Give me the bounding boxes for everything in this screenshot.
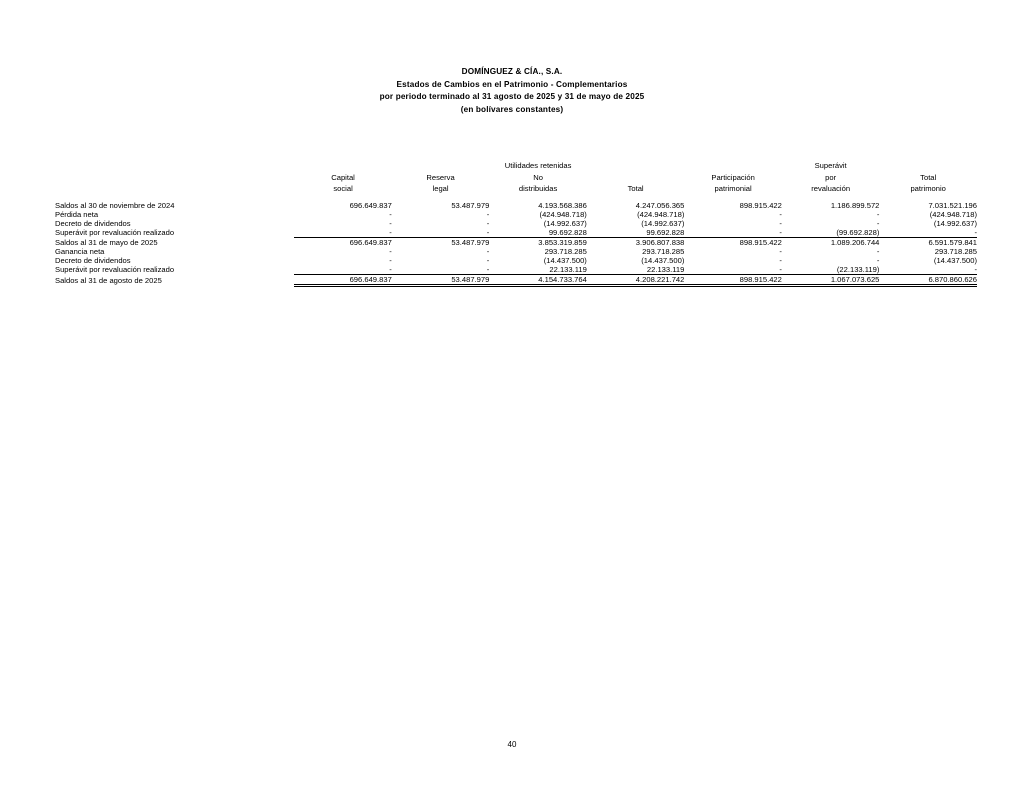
table-row (55, 201, 977, 210)
table-header-row (55, 160, 977, 195)
cell-capital-social: - (389, 246, 392, 256)
cell-no-distribuidas: (14.992.637) (543, 218, 587, 228)
cell-total-patrimonio: 6.591.579.841 (879, 237, 977, 247)
cell-participacion-patrimonial: - (779, 218, 782, 228)
cell-total-utilidades: 4.247.056.365 (635, 200, 685, 210)
cell-superavit-revaluacion: - (876, 255, 880, 265)
cell-total-patrimonio: - (974, 227, 977, 237)
column-header-participacion-patrimonial: Participación patrimonial (711, 172, 755, 193)
table-row (55, 265, 977, 275)
table-row (55, 247, 977, 256)
cell-superavit-revaluacion: - (876, 209, 880, 219)
cell-total-patrimonio: (424.948.718) (929, 209, 977, 219)
cell-total-utilidades: (424.948.718) (637, 209, 685, 219)
cell-capital-social: 696.649.837 (349, 200, 392, 210)
cell-participacion-patrimonial: - (779, 264, 782, 274)
row-label: Decreto de dividendos (55, 218, 131, 228)
page-number: 40 (507, 740, 517, 749)
cell-reserva-legal: - (486, 227, 490, 237)
cell-reserva-legal: - (486, 264, 490, 274)
cell-superavit-revaluacion: 1.067.073.625 (782, 274, 880, 285)
cell-superavit-revaluacion: - (876, 246, 880, 256)
cell-capital-social: 696.649.837 (294, 237, 392, 247)
row-label: Saldos al 30 de noviembre de 2024 (55, 200, 175, 210)
cell-reserva-legal: - (486, 255, 490, 265)
cell-total-patrimonio: 6.870.860.626 (879, 274, 977, 285)
row-label: Saldos al 31 de mayo de 2025 (55, 237, 158, 247)
cell-total-patrimonio: - (974, 264, 977, 274)
cell-no-distribuidas: 4.193.568.386 (538, 200, 587, 210)
cell-reserva-legal: 53.487.979 (392, 237, 490, 247)
cell-participacion-patrimonial: 898.915.422 (684, 274, 782, 285)
cell-reserva-legal: 53.487.979 (451, 200, 490, 210)
cell-no-distribuidas: 3.853.319.859 (489, 237, 587, 247)
column-header-description (55, 160, 294, 195)
table-row (55, 210, 977, 219)
statement-period: por periodo terminado al 31 agosto de 2025 y 31 de mayo de 2025 (379, 92, 645, 102)
equity-changes-table (55, 160, 977, 287)
table-row-subtotal (55, 237, 977, 247)
cell-total-patrimonio: (14.992.637) (933, 218, 977, 228)
cell-no-distribuidas: 4.154.733.764 (489, 274, 587, 285)
cell-capital-social: - (389, 218, 392, 228)
statement-units: (en bolívares constantes) (460, 104, 564, 114)
row-label: Superávit por revaluación realizado (55, 228, 175, 237)
cell-reserva-legal: - (486, 218, 490, 228)
column-header-reserva-legal: Reserva legal (426, 172, 455, 193)
cell-participacion-patrimonial: - (779, 209, 782, 219)
cell-participacion-patrimonial: 898.915.422 (739, 200, 782, 210)
cell-total-utilidades: 22.133.119 (646, 264, 685, 274)
cell-superavit-revaluacion: 1.089.206.744 (782, 237, 880, 247)
cell-total-patrimonio: 7.031.521.196 (928, 200, 977, 210)
column-header-capital-social: Capital social (331, 172, 355, 193)
cell-participacion-patrimonial: - (779, 227, 782, 237)
cell-capital-social: - (389, 209, 392, 219)
cell-total-patrimonio: (14.437.500) (933, 255, 977, 265)
company-name: DOMÍNGUEZ & CÍA., S.A. (461, 67, 563, 76)
column-header-total-utilidades: Total (627, 184, 644, 193)
table-row (55, 228, 977, 238)
cell-capital-social: - (389, 255, 392, 265)
row-label: Ganancia neta (55, 246, 105, 256)
row-label: Pérdida neta (55, 209, 99, 219)
cell-reserva-legal: - (486, 246, 490, 256)
row-label: Superávit por revaluación realizado (55, 265, 175, 274)
statement-title: Estados de Cambios en el Patrimonio - Complementarios (396, 79, 628, 89)
table-header (55, 160, 977, 201)
cell-capital-social: - (389, 264, 392, 274)
table-row (55, 256, 977, 265)
table-row (55, 219, 977, 228)
cell-total-patrimonio: 293.718.285 (934, 246, 977, 256)
cell-superavit-revaluacion: (99.692.828) (836, 227, 880, 237)
cell-total-utilidades: 293.718.285 (642, 246, 685, 256)
cell-participacion-patrimonial: - (779, 255, 782, 265)
cell-total-utilidades: (14.992.637) (641, 218, 685, 228)
cell-no-distribuidas: 293.718.285 (544, 246, 587, 256)
table-body (55, 201, 977, 286)
cell-reserva-legal: - (486, 209, 490, 219)
cell-capital-social: 696.649.837 (294, 274, 392, 285)
row-label: Decreto de dividendos (55, 255, 131, 265)
cell-total-utilidades: 99.692.828 (646, 227, 685, 237)
document-header (0, 66, 1024, 116)
row-label: Saldos al 31 de agosto de 2025 (55, 276, 162, 285)
cell-superavit-revaluacion: - (876, 218, 880, 228)
cell-no-distribuidas: (14.437.500) (543, 255, 587, 265)
cell-superavit-revaluacion: (22.133.119) (836, 264, 880, 274)
cell-participacion-patrimonial: 898.915.422 (684, 237, 782, 247)
cell-superavit-revaluacion: 1.186.899.572 (830, 200, 880, 210)
cell-capital-social: - (389, 227, 392, 237)
column-header-utilidades-retenidas-no-distribuidas: Utilidades retenidas No distribuidas (504, 161, 572, 193)
column-header-superavit-por-revaluacion: Superávit por revaluación (811, 161, 851, 193)
cell-total-utilidades: 4.208.221.742 (587, 274, 685, 285)
cell-reserva-legal: 53.487.979 (392, 274, 490, 285)
cell-total-utilidades: 3.906.807.838 (587, 237, 685, 247)
cell-participacion-patrimonial: - (779, 246, 782, 256)
cell-no-distribuidas: 99.692.828 (548, 227, 587, 237)
cell-no-distribuidas: (424.948.718) (539, 209, 587, 219)
column-header-total-patrimonio: Total patrimonio (910, 172, 946, 193)
cell-total-utilidades: (14.437.500) (641, 255, 685, 265)
cell-no-distribuidas: 22.133.119 (549, 264, 587, 274)
table-row-total (55, 274, 977, 285)
